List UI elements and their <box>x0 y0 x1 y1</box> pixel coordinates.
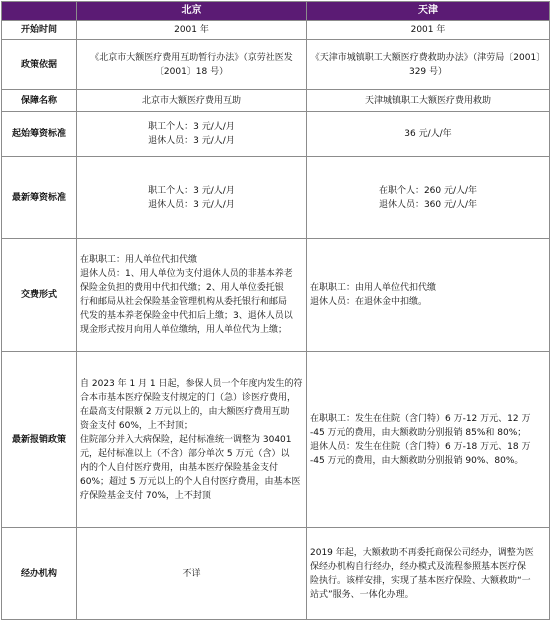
text-line: 代发的基本养老保险金中代扣后上缴；3、退休人员以 <box>80 311 293 321</box>
cell-beijing <box>77 352 307 528</box>
text-line: 退休人员：3 元/人/月 <box>148 136 235 146</box>
header-row <box>2 2 550 21</box>
header-corner <box>2 2 77 21</box>
table-row-name <box>2 90 550 112</box>
text-line: 保经办机构自行经办，经办模式及流程参照基本医疗保 <box>310 561 527 572</box>
cell-beijing: 《北京市大额医疗费用互助暂行办法》（京劳社医发〔2001〕18 号） <box>77 40 307 90</box>
table-row-policy <box>2 40 550 90</box>
cell-tianjin <box>307 528 550 620</box>
cell-tianjin: 2001 年 <box>307 21 550 40</box>
row-label: 保障名称 <box>2 90 77 112</box>
row-label: 最新报销政策 <box>2 352 77 528</box>
row-label: 起始筹资标准 <box>2 112 77 157</box>
text-line: 保险金负担的费用中代扣代缴；2、用人单位委托银 <box>80 283 284 293</box>
cell-beijing <box>77 239 307 352</box>
row-label: 最新筹资标准 <box>2 157 77 239</box>
cell-tianjin <box>307 157 550 239</box>
cell-tianjin <box>307 239 550 352</box>
table-row-payment <box>2 239 550 352</box>
table-row-initial-standard <box>2 112 550 157</box>
cell-beijing: 不详 <box>77 528 307 620</box>
text-line: 在职职工：由用人单位代扣代缴 <box>310 283 437 293</box>
text-line: 在最高支付限额 2 万元以上的，由大额医疗费用互助 <box>80 406 290 417</box>
cell-tianjin <box>307 352 550 528</box>
table-row-latest-standard <box>2 157 550 239</box>
cell-beijing: 2001 年 <box>77 21 307 40</box>
row-label: 政策依据 <box>2 40 77 90</box>
header-tianjin: 天津 <box>307 2 550 21</box>
text-line: 在职职工：用人单位代扣代缴 <box>80 255 198 265</box>
row-label: 经办机构 <box>2 528 77 620</box>
table-row-start-time <box>2 21 550 40</box>
cell-tianjin: 《天津市城镇职工大额医疗费救助办法》（津劳局〔2001〕329 号） <box>307 40 550 90</box>
header-beijing: 北京 <box>77 2 307 21</box>
text-line: 元，起付标准以上（不含）部分单次 5 万元（含）以 <box>80 448 290 459</box>
text-line: 在职职工：发生在住院（含门特）6 万-12 万元、12 万 <box>310 413 531 424</box>
text-line: 退休人员：1、用人单位为支付退休人员的非基本养老 <box>80 269 293 279</box>
cell-beijing <box>77 112 307 157</box>
text-line: 险执行。该样安排，实现了基本医疗保险、大额救助“一 <box>310 575 531 586</box>
text-line: 职工个人：3 元/人/月 <box>148 185 235 196</box>
text-line: 60%；超过 5 万元以上的个人自付医疗费用，由基本医 <box>80 476 301 487</box>
cell-beijing: 北京市大额医疗费用互助 <box>77 90 307 112</box>
cell-tianjin: 36 元/人/年 <box>307 112 550 157</box>
text-line: 2019 年起，大额救助不再委托商保公司经办，调整为医 <box>310 547 534 558</box>
policy-comparison-table <box>1 1 550 620</box>
text-line: 合本市基本医疗保险支付规定的门（急）诊医疗费用， <box>80 392 297 403</box>
text-line: 行和邮局从社会保险基金管理机构从委托银行和邮局 <box>80 297 288 307</box>
table-row-reimbursement <box>2 352 550 528</box>
text-line: -45 万元的费用，由大额救助分别报销 85%和 80%； <box>310 427 527 438</box>
text-line: 自 2023 年 1 月 1 日起，参保人员一个年度内发生的符 <box>80 378 303 389</box>
text-line: 退休人员：在退休金中扣缴。 <box>310 297 428 307</box>
text-line: 住院部分并入大病保险，起付标准统一调整为 30401 <box>80 434 292 445</box>
text-line: 退休人员：3 元/人/月 <box>148 199 235 210</box>
text-line: 在职个人：260 元/人/年 <box>378 185 478 196</box>
text-line: 退休人员：发生在住院（含门特）6 万-18 万元、18 万 <box>310 441 531 452</box>
text-line: 现金形式按月向用人单位缴纳，用人单位代为上缴； <box>80 325 288 335</box>
text-line: -45 万元的费用，由大额救助分别报销 90%、80%。 <box>310 455 524 466</box>
table-row-agency <box>2 528 550 620</box>
text-line: 内的个人自付医疗费用，由基本医疗保险基金支付 <box>80 462 279 473</box>
text-line: 退休人员：360 元/人/年 <box>378 199 478 210</box>
text-line: 资金支付 60%，上不封顶； <box>80 420 193 431</box>
text-line: 站式”服务、一体化办理。 <box>310 589 414 600</box>
text-line: 职工个人：3 元/人/月 <box>148 122 235 132</box>
cell-beijing <box>77 157 307 239</box>
row-label: 交费形式 <box>2 239 77 352</box>
row-label: 开始时间 <box>2 21 77 40</box>
cell-tianjin: 天津城镇职工大额医疗费用救助 <box>307 90 550 112</box>
text-line: 疗保险基金支付 70%，上不封顶 <box>80 490 211 501</box>
